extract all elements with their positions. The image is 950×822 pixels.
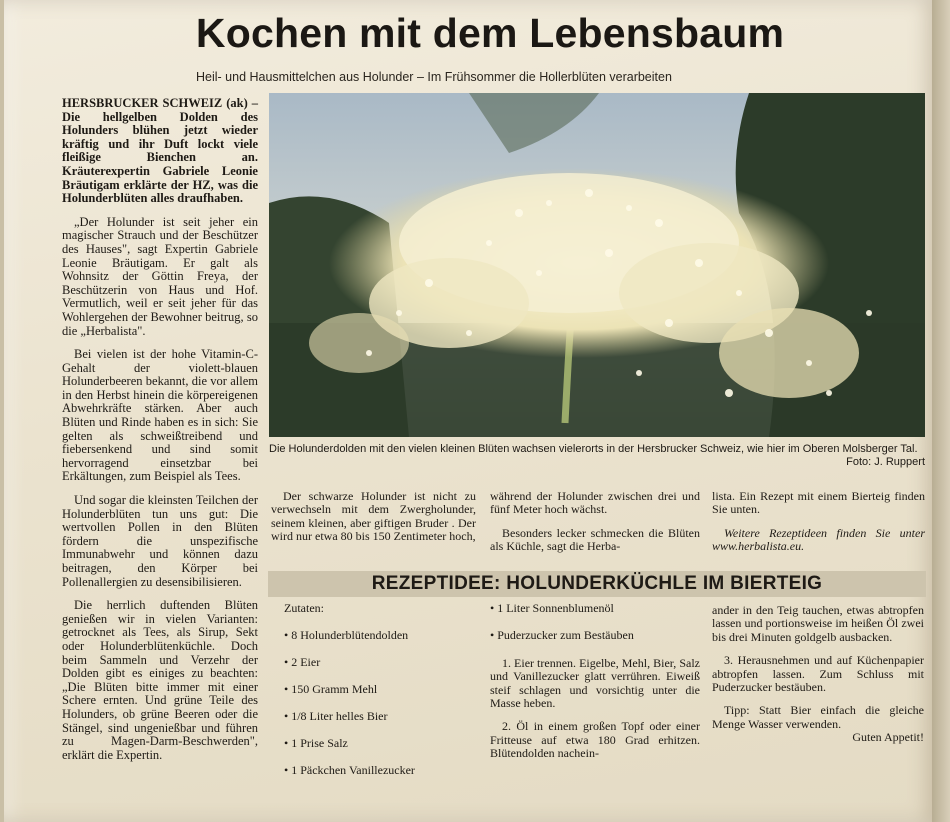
left-article-column	[62, 97, 258, 772]
body-column-1-text: Der schwarze Holunder ist nicht zu verwechseln mit dem Zwergholunder, seinem kleinen, aber giftigen Bruder . Der wird nur etwa 80 bis 150 Zentimeter hoch,	[271, 489, 476, 544]
ingredient-item: • 150 Gramm Mehl	[284, 682, 378, 696]
body-column-3	[712, 490, 925, 564]
ingredients-list	[284, 602, 484, 791]
recipe-column-3	[712, 604, 924, 755]
ingredient-item: • 2 Eier	[284, 655, 321, 669]
lead-paragraph	[62, 97, 258, 206]
headline: Kochen mit dem Lebensbaum	[195, 10, 785, 56]
elderflower-illustration	[269, 93, 925, 437]
paragraph-1: „Der Holunder ist seit jeher ein magischer Strauch und der Beschützer des Hauses", sagt Expertin Gabriele Leonie Bräutigam. Er galt als Wohnsitz der Göttin Freya, der Beschützerin von Haus und Hof. Vermutlich, weil er seit jeher für das Wohlergehen der Bewohner beitrug, so die „Herbalista".	[62, 214, 258, 338]
ingredient-item: • 1 Liter Sonnenblumenöl	[490, 601, 614, 615]
subheadline: Heil- und Hausmittelchen aus Holunder – Im Frühsommer die Hollerblüten verarbeiten	[196, 70, 672, 84]
body-column-2	[490, 490, 700, 564]
ingredient-item: • 1 Päckchen Vanillezucker	[284, 763, 415, 777]
body-column-3-text-a: lista. Ein Rezept mit einem Bierteig finden Sie unten.	[712, 489, 925, 517]
closing-line: Guten Appetit!	[852, 730, 924, 745]
zutaten-label: Zutaten:	[284, 601, 324, 615]
web-reference: Weitere Rezeptideen finden Sie unter www.herbalista.eu.	[712, 525, 925, 554]
body-column-1	[271, 490, 476, 554]
adjacent-page-edge	[932, 0, 950, 822]
paragraph-2: Bei vielen ist der hohe Vitamin-C-Gehalt der violett-blauen Holunderbeeren bekannt, die vor allem in den Herbst hinein die körpereigenen Abwehrkräfte stärken. Aber auch Blüten und Rinde haben es in sich: Sie gelten als schweißtreibend und fiebersenkend und sind somit hervorragend einsetzbar bei Erkältungen, zum Beispiel als Tees.	[62, 347, 258, 484]
dateline: HERSBRUCKER SCHWEIZ (ak) –	[62, 96, 258, 110]
recipe-column-2	[490, 602, 700, 771]
body-column-2-text-b: Besonders lecker schmecken die Blüten als Küchle, sagt die Herba-	[490, 525, 700, 554]
recipe-step-3: 3. Herausnehmen und auf Küchenpapier abtropfen lassen. Zum Schluss mit Puderzucker bestäuben.	[712, 653, 924, 695]
recipe-step-2-continued: ander in den Teig tauchen, etwas abtropfen lassen und portionsweise im heißen Öl zwei bis drei Minuten goldgelb ausbacken.	[712, 603, 924, 644]
lead-text: Die hellgelben Dolden des Holunders blühen jetzt wieder kräftig und ihr Duft lockt viele fleißige Bienchen an. Kräuterexpertin Gabriele Leonie Bräutigam erklärte der HZ, was die Holunderblüten alles draufhaben.	[62, 109, 258, 206]
ingredient-item: • 1 Prise Salz	[284, 736, 348, 750]
body-column-2-text-a: während der Holunder zwischen drei und fünf Meter hoch wächst.	[490, 489, 700, 517]
photo-caption	[269, 443, 925, 468]
elderflower-photo	[269, 93, 925, 437]
recipe-tip: Tipp: Statt Bier einfach die gleiche Menge Wasser verwenden.	[712, 703, 924, 731]
paragraph-3: Und sogar die kleinsten Teilchen der Holunderblüten tun uns gut: Die wertvollen Pollen in den Blüten fördern die unspezifische Immunabwehr und können dazu beitragen, den Körper bei Pollenallergien zu desensibilisieren.	[62, 493, 258, 589]
recipe-title: REZEPTIDEE: HOLUNDERKÜCHLE IM BIERTEIG	[268, 571, 926, 597]
paragraph-4: Die herrlich duftenden Blüten genießen wir in vielen Varianten: getrocknet als Tees, als Sirup, Sekt oder Holunderblütenküchle. Doch beim Sammeln und Verzehr der Dolden gibt es einiges zu beachten: „Die Blüten bitte immer mit einer Schere ernten. Und grüne Teile des Holunders, ob grüne Beeren oder die Stängel, sind ungenießbar und führen zu Magen-Darm-Beschwerden", erklärt die Expertin.	[62, 598, 258, 762]
photo-credit: Foto: J. Ruppert	[846, 456, 925, 468]
ingredient-item: • 1/8 Liter helles Bier	[284, 709, 388, 723]
ingredient-item: • Puderzucker zum Bestäuben	[490, 628, 634, 643]
recipe-step-2: 2. Öl in einem großen Topf oder einer Fritteuse auf etwa 180 Grad erhitzen. Blütendolden nachein-	[490, 719, 700, 761]
ingredient-item: • 8 Holunderblütendolden	[284, 628, 409, 642]
recipe-step-1: 1. Eier trennen. Eigelbe, Mehl, Bier, Salz und Vanillezucker glatt verrühren. Eiweiß steif schlagen und vorsichtig unter die Masse heben.	[490, 655, 700, 711]
caption-text: Die Holunderdolden mit den vielen kleinen Blüten wachsen vielerorts in der Hersbrucker Schweiz, wie hier im Oberen Molsberger Tal.	[269, 443, 918, 455]
